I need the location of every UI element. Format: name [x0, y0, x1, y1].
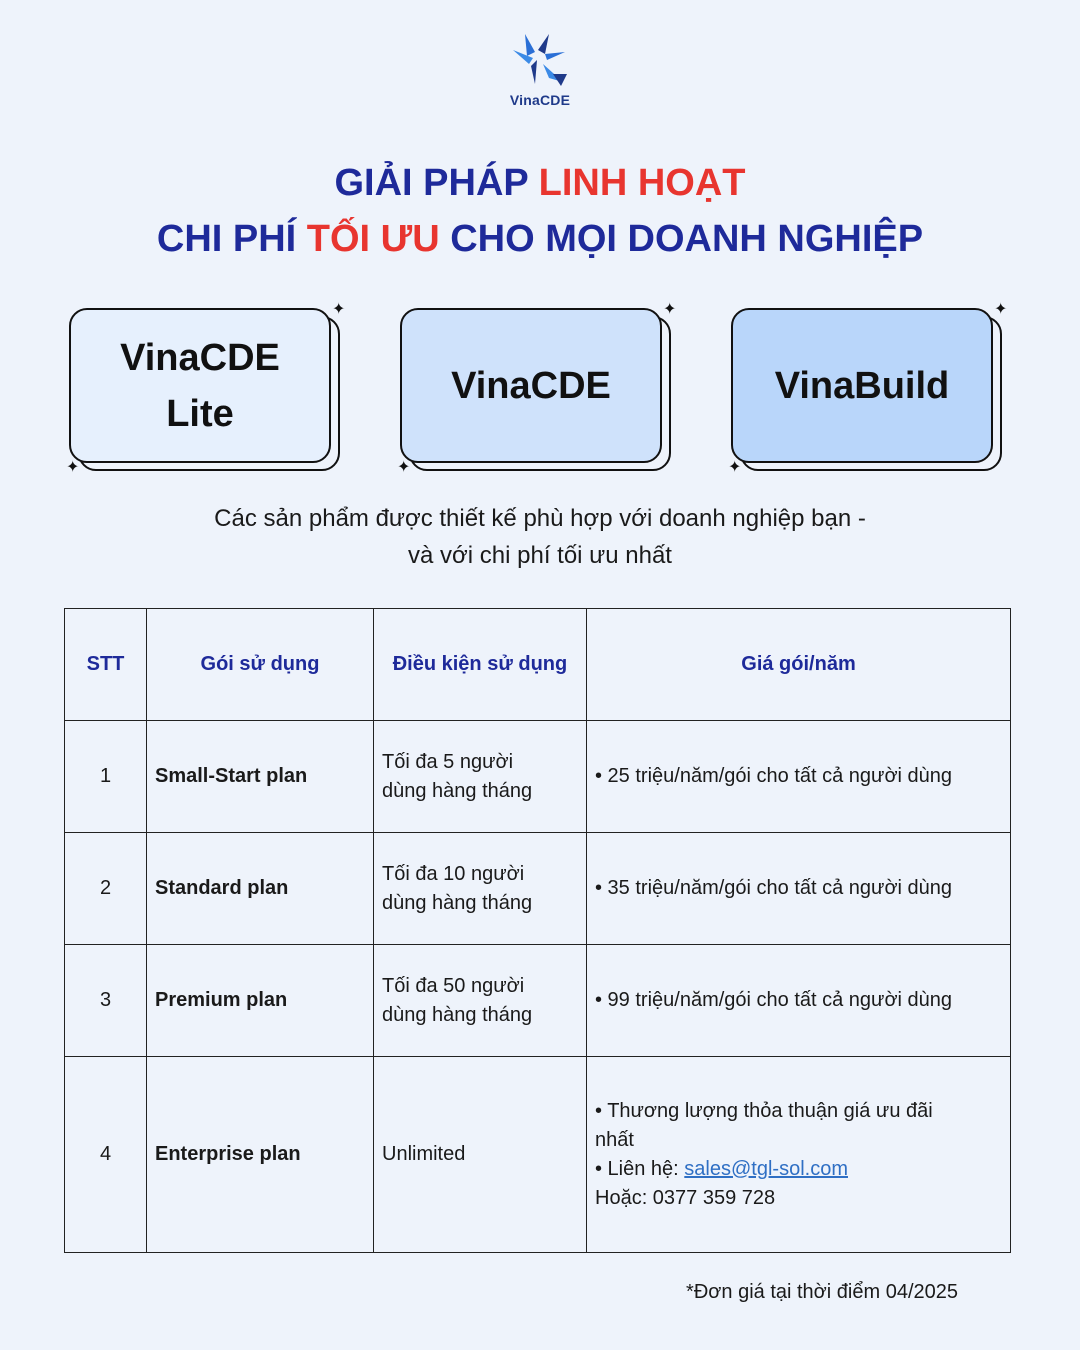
cell-plan: Standard plan: [147, 833, 374, 945]
sparkle-icon: ✦: [332, 301, 346, 318]
product-card-vinacde: [400, 308, 662, 463]
contact-line: [595, 1155, 1002, 1184]
condition-line: dùng hàng tháng: [382, 1003, 533, 1026]
sparkle-icon: ✦: [66, 459, 80, 476]
cell-stt: 3: [65, 945, 147, 1057]
table-header-row: [65, 609, 1011, 721]
cell-price: • 35 triệu/năm/gói cho tất cả người dùng: [587, 833, 1011, 945]
title-highlight: LINH HOẠT: [538, 162, 746, 204]
cell-conditions: Unlimited: [374, 1057, 587, 1253]
header-plan: Gói sử dụng: [147, 609, 374, 721]
cell-stt: 4: [65, 1057, 147, 1253]
header-stt: STT: [65, 609, 147, 721]
price-line: nhất: [595, 1128, 634, 1151]
cell-price: [587, 1057, 1011, 1253]
table-row: [65, 1057, 1011, 1253]
product-name-line-2: Lite: [166, 392, 234, 435]
cell-plan: Small-Start plan: [147, 721, 374, 833]
cell-conditions: [374, 945, 587, 1057]
cell-conditions: [374, 721, 587, 833]
product-card-vinacde-lite: [69, 308, 331, 463]
title-text: CHO MỌI DOANH NGHIỆP: [439, 218, 924, 260]
cell-price: • 25 triệu/năm/gói cho tất cả người dùng: [587, 721, 1011, 833]
title-text: CHI PHÍ: [156, 218, 307, 260]
star-logo-icon: [505, 30, 575, 90]
sparkle-icon: ✦: [397, 459, 411, 476]
condition-line: dùng hàng tháng: [382, 891, 533, 914]
contact-phone: Hoặc: 0377 359 728: [595, 1186, 776, 1209]
cell-plan: Enterprise plan: [147, 1057, 374, 1253]
sparkle-icon: ✦: [994, 301, 1008, 318]
title-line-2: [0, 211, 1080, 267]
product-name: VinaBuild: [774, 364, 950, 407]
table-row: [65, 945, 1011, 1057]
cell-price: • 99 triệu/năm/gói cho tất cả người dùng: [587, 945, 1011, 1057]
price-line: • Thương lượng thỏa thuận giá ưu đãi: [595, 1099, 933, 1122]
condition-line: Tối đa 5 người: [382, 750, 514, 773]
title-line-1: [0, 155, 1080, 211]
footnote: *Đơn giá tại thời điểm 04/2025: [686, 1281, 958, 1303]
condition-line: dùng hàng tháng: [382, 779, 533, 802]
header-conditions: Điều kiện sử dụng: [374, 609, 587, 721]
contact-label: • Liên hệ:: [595, 1157, 685, 1180]
pricing-table: [64, 608, 1011, 1253]
logo-text: VinaCDE: [509, 92, 571, 108]
condition-line: Tối đa 10 người: [382, 862, 525, 885]
subtitle-line-2: và với chi phí tối ưu nhất: [408, 542, 672, 569]
table-row: [65, 833, 1011, 945]
product-name: VinaCDE: [451, 364, 611, 407]
sparkle-icon: ✦: [663, 301, 677, 318]
sparkle-icon: ✦: [728, 459, 742, 476]
table-row: [65, 721, 1011, 833]
subtitle: [0, 500, 1080, 574]
page-title: [0, 155, 1080, 267]
cell-plan: Premium plan: [147, 945, 374, 1057]
product-name: VinaCDE: [120, 336, 280, 379]
title-text: GIẢI PHÁP: [334, 162, 539, 204]
contact-email-link[interactable]: sales@tgl-sol.com: [684, 1157, 848, 1180]
cell-stt: 2: [65, 833, 147, 945]
brand-logo: [0, 30, 1080, 108]
header-price: Giá gói/năm: [587, 609, 1011, 721]
cell-conditions: [374, 833, 587, 945]
condition-line: Tối đa 50 người: [382, 974, 525, 997]
subtitle-line-1: Các sản phẩm được thiết kế phù hợp với doanh nghiệp bạn -: [214, 505, 866, 532]
cell-stt: 1: [65, 721, 147, 833]
product-card-vinabuild: [731, 308, 993, 463]
title-highlight: TỐI ƯU: [306, 218, 440, 260]
